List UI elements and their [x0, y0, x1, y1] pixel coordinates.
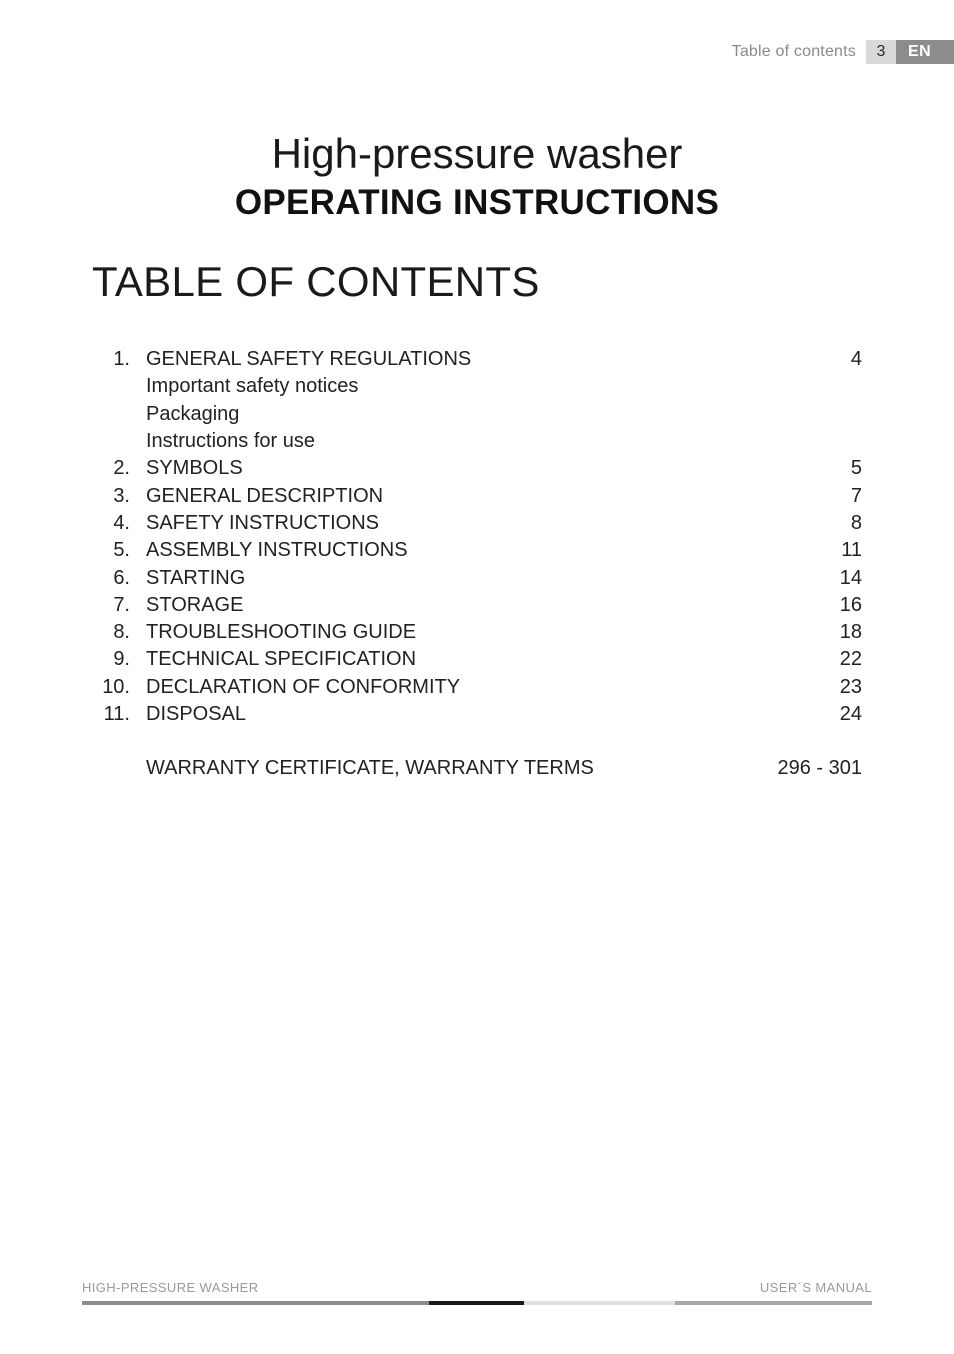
- toc-row[interactable]: [92, 455, 862, 482]
- toc-title: TROUBLESHOOTING GUIDE: [146, 621, 417, 644]
- footer-rule-segment: [675, 1301, 872, 1305]
- toc-title: STORAGE: [146, 593, 244, 616]
- toc-page: 24: [839, 703, 862, 725]
- toc-title: GENERAL SAFETY REGULATIONS: [146, 348, 472, 371]
- toc-row[interactable]: [92, 619, 862, 646]
- toc-number: 11.: [103, 703, 130, 725]
- toc-page: 5: [850, 457, 862, 480]
- toc-page: 23: [839, 675, 862, 698]
- toc-spacer: [92, 728, 862, 755]
- toc-number: 7.: [113, 593, 130, 616]
- toc-number: 2.: [113, 457, 130, 480]
- toc-number: 10.: [102, 675, 130, 698]
- toc-title: SAFETY INSTRUCTIONS: [146, 511, 379, 534]
- toc-row[interactable]: [92, 537, 862, 564]
- toc-number: 9.: [113, 648, 130, 671]
- footer-rule-segment: [524, 1301, 675, 1305]
- toc-row[interactable]: [92, 592, 862, 619]
- page-header: [732, 40, 954, 64]
- toc-title: SYMBOLS: [146, 457, 243, 480]
- footer-rule-segment: [82, 1301, 429, 1305]
- toc-page: 16: [839, 593, 862, 616]
- toc-title: Packaging: [146, 402, 240, 425]
- toc-page: 296 - 301: [777, 757, 862, 780]
- toc-title: WARRANTY CERTIFICATE, WARRANTY TERMS: [146, 757, 594, 780]
- toc-title: Instructions for use: [146, 430, 315, 453]
- toc-number: 5.: [113, 539, 130, 562]
- toc-row[interactable]: [92, 428, 862, 455]
- toc-page: 4: [850, 348, 862, 371]
- toc-title: DECLARATION OF CONFORMITY: [146, 675, 461, 698]
- toc-page: 18: [839, 621, 862, 644]
- toc-heading: TABLE OF CONTENTS: [92, 258, 540, 305]
- toc-number: 6.: [113, 566, 130, 589]
- table-of-contents: [92, 346, 862, 782]
- toc-title: GENERAL DESCRIPTION: [146, 484, 384, 507]
- toc-page: 14: [839, 566, 862, 589]
- footer-rule: [82, 1301, 872, 1305]
- toc-row[interactable]: [92, 482, 862, 509]
- header-language-tab: EN: [896, 40, 954, 64]
- toc-row[interactable]: [92, 646, 862, 673]
- toc-number: 3.: [113, 484, 130, 507]
- toc-title: STARTING: [146, 566, 246, 589]
- footer-rule-segment: [429, 1301, 524, 1305]
- manual-title: OPERATING INSTRUCTIONS: [234, 183, 720, 222]
- toc-number: 1.: [113, 348, 130, 371]
- toc-number: 4.: [113, 511, 130, 534]
- footer-right-label: USER´S MANUAL: [759, 1280, 872, 1295]
- toc-row[interactable]: [92, 701, 862, 728]
- page-footer: [82, 1280, 872, 1295]
- header-section-title: Table of contents: [731, 43, 856, 60]
- toc-row[interactable]: [92, 510, 862, 537]
- toc-title: TECHNICAL SPECIFICATION: [146, 648, 417, 671]
- toc-page: 8: [850, 511, 862, 534]
- toc-title: Important safety notices: [146, 375, 359, 398]
- product-title: High-pressure washer: [271, 130, 683, 177]
- toc-title: DISPOSAL: [146, 703, 247, 725]
- footer-left-label: HIGH-PRESSURE WASHER: [82, 1280, 259, 1295]
- toc-page: 11: [841, 539, 862, 562]
- toc-row[interactable]: [92, 564, 862, 591]
- toc-row[interactable]: [92, 674, 862, 701]
- toc-row[interactable]: [92, 373, 862, 400]
- toc-row-warranty[interactable]: [92, 755, 862, 782]
- toc-number: 8.: [113, 621, 130, 644]
- toc-page: 22: [839, 648, 862, 671]
- title-block: [0, 128, 954, 226]
- toc-row[interactable]: [92, 401, 862, 428]
- toc-row[interactable]: [92, 346, 862, 373]
- toc-title: ASSEMBLY INSTRUCTIONS: [146, 539, 408, 562]
- header-page-number: 3: [866, 40, 896, 64]
- toc-page: 7: [850, 484, 862, 507]
